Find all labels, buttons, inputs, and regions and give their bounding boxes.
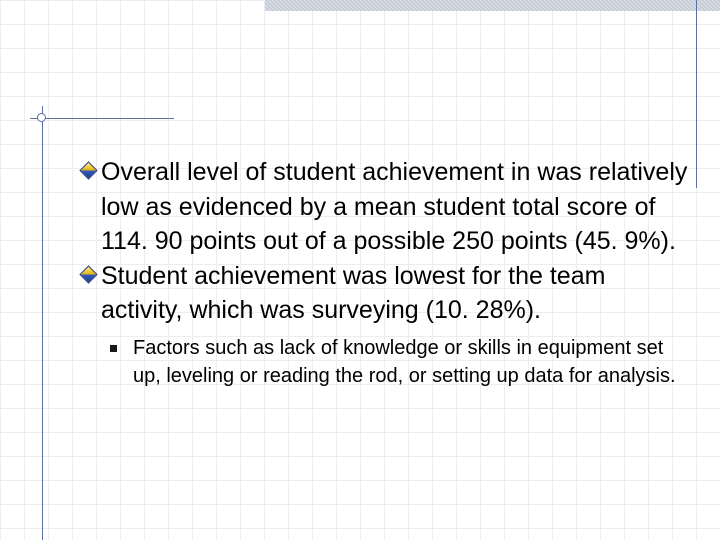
right-vertical-rule [696, 0, 697, 188]
bullet-list [80, 155, 690, 390]
horizontal-rule [30, 118, 174, 119]
left-vertical-rule [42, 106, 43, 540]
bullet-item [80, 259, 690, 328]
square-bullet-icon [110, 345, 117, 352]
sub-bullet-text: Factors such as lack of knowledge or skills in equipment set up, leveling or reading the rod, or setting up data for analysis. [133, 336, 676, 387]
bullet-item [80, 155, 690, 259]
diamond-bullet-icon [79, 265, 97, 283]
rule-ring-icon [37, 113, 46, 122]
bullet-text: Student achievement was lowest for the team activity, which was surveying (10. 28%). [101, 261, 606, 324]
diamond-bullet-icon [79, 161, 97, 179]
sub-list-container [80, 334, 690, 390]
sub-bullet-item [101, 334, 690, 390]
top-pattern-band [265, 0, 720, 11]
bullet-text: Overall level of student achievement in was relatively low as evidenced by a mean student total score of 114. 90 points out of a possible 250 points (45. 9%). [101, 158, 688, 255]
sub-bullet-list [80, 334, 690, 390]
